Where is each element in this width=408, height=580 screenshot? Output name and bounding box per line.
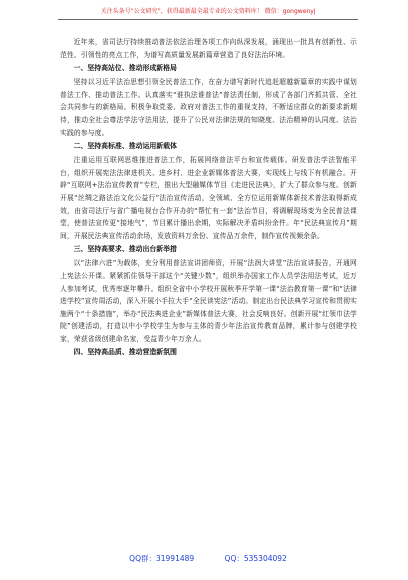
page-header-banner: 关注头条号“公文研究”，获得最新最全最专业的公文资料库！ 微信：gongwenyj — [100, 8, 316, 15]
footer-qq-group: QQ群：31991489 — [129, 554, 195, 563]
section-paragraph-1: 坚持以习近平法治思想引领全民普法工作，在奋力谱写新时代追赶超越新篇章的实践中谋划普法工作、推动普法工作。认真落实“谁执法谁普法”普法责任制，形成了各部门齐抓共管、全社会共同参与的新格局。积极争取党委、政府对普法工作的重视支持，不断适应群众的新要求新期待，推动全社会尊法学法守法用法，提升了公民对法律法规的知晓度、法治精神的认同度、法治实践的参与度。 — [60, 78, 357, 137]
section-heading-4: 四、坚持高品质、推动营造新氛围 — [73, 348, 177, 357]
intro-paragraph: 近年来，省司法厅持续推动普法依法治理各项工作向纵深发展，涌现出一批具有创新性、示范性、引领性的亮点工作，为谱写高质量发展新篇章营造了良好法治环境。 — [60, 38, 357, 59]
document-body — [60, 36, 357, 360]
section-heading-3: 三、坚持高要求、推动出台新举措 — [73, 245, 177, 254]
footer-qq-contact: QQ：535304092 — [224, 554, 287, 563]
section-paragraph-2: 注重运用互联网思维推进普法工作，拓展网络普法平台和宣传载体。研发普法学法智能平台，组织开展宪法法律进机关、进乡村、进企业新媒体普法大赛，实现线上与线下有机融合。开辟“互联网+法治宣传教育”专栏，推出大型融媒体节目《走进民法典》，扩大了群众参与度。创新开展“丝绸之路法治文化公益行”法治宣传活动，全领域、全方位运用新媒体新技术普法取得新成效，由省司法厅与省广播电视台合作开办的“帮忙有一套”法治节目，将调解现场变为全民普法课堂，使普法宣传更“接地气”，节目累计播出余期，实际解决矛盾纠纷余件。年“民法典宣传月”期间，开展民法典宣传活动余场，发放资料万余份、宣传品万余件，制作宣传视频余条。 — [60, 156, 357, 240]
section-heading-1: 一、坚持高站位、推动形成新格局 — [73, 64, 177, 73]
section-paragraph-3: 以“法律六进”为载体，充分利用普法宣讲团师资，开展“法润大讲堂”法治宣讲报告，开通网上宪法公开课。紧紧抓住领导干部这个“关键少数”，组织举办国家工作人员学法用法考试，近万人参加考试，优秀率逐年攀升。组织全省中小学校开展秋季开学第一课“法治教育第一课”和“法律进学校”宣传周活动，深入开展小手拉大手“全民读宪法”活动。制定出台民法典学习宣传和贯彻实施两个“十条措施”，举办“民法典进企业”新媒体普法大赛，社会反响良好。创新开展“红领巾法学院”创建活动，打造以中小学校学生为参与主体的青少年法治宣传教育品牌，累计参与创建学校家，荣获省级创建命名家，受益青少年万余人。 — [60, 259, 357, 343]
section-heading-2: 二、坚持高标准、推动运用新载体 — [73, 142, 177, 151]
header-divider — [58, 19, 358, 20]
page-footer — [58, 553, 358, 564]
